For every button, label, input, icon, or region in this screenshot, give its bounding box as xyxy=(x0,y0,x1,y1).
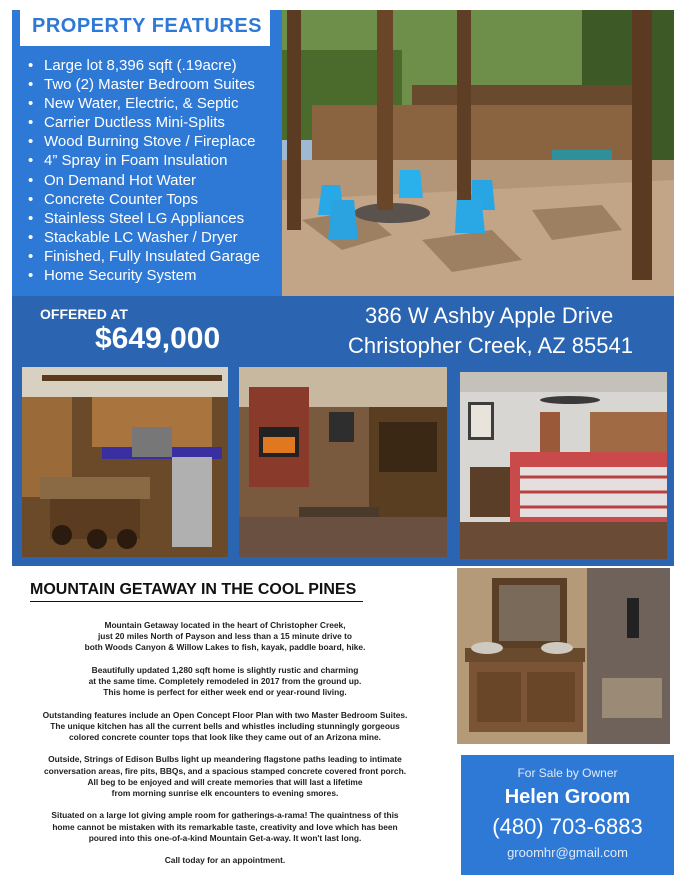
feature-text: Wood Burning Stove / Fireplace xyxy=(44,133,256,151)
owner-name: Helen Groom xyxy=(504,786,631,808)
feature-text: On Demand Hot Water xyxy=(44,171,196,189)
bullet-icon: • xyxy=(28,133,34,151)
kitchen-photo xyxy=(22,367,228,557)
address-city: Christopher Creek, AZ 85541 xyxy=(348,333,633,358)
owner-phone[interactable]: (480) 703-6883 xyxy=(492,814,643,839)
description-paragraph: Call today for an appointment. xyxy=(164,855,286,866)
patio-photo xyxy=(282,10,674,296)
feature-item xyxy=(28,228,260,247)
feature-item xyxy=(28,266,260,285)
bullet-icon: • xyxy=(28,57,34,74)
feature-text: Carrier Ductless Mini-Splits xyxy=(44,114,225,132)
listing-price: $649,000 xyxy=(95,322,221,355)
bullet-icon: • xyxy=(28,152,34,170)
description-paragraph: Situated on a large lot giving ample room for gatherings-a-rama! The quaintness of this home cannot be mistaken with its remarkable taste, creativity and love which has been poured into this one-of-a-kind Mountain Get-a-way. It won't last long. xyxy=(51,810,399,843)
feature-item xyxy=(28,247,260,266)
feature-text: New Water, Electric, & Septic xyxy=(44,95,239,113)
feature-item xyxy=(28,209,260,228)
bullet-icon: • xyxy=(28,171,34,189)
description-heading: MOUNTAIN GETAWAY IN THE COOL PINES xyxy=(30,581,357,598)
address-street: 386 W Ashby Apple Drive xyxy=(365,303,614,328)
feature-text: Concrete Counter Tops xyxy=(44,190,198,208)
bullet-icon: • xyxy=(28,95,34,113)
bullet-icon: • xyxy=(28,228,34,246)
heading-underline xyxy=(30,601,363,602)
feature-text: Finished, Fully Insulated Garage xyxy=(44,247,260,265)
offered-at-label: OFFERED AT xyxy=(40,306,128,322)
feature-item xyxy=(28,75,260,94)
bullet-icon: • xyxy=(28,247,34,265)
owner-email[interactable]: groomhr@gmail.com xyxy=(507,845,628,860)
feature-item xyxy=(28,94,260,113)
bullet-icon: • xyxy=(28,76,34,94)
feature-text: Stainless Steel LG Appliances xyxy=(44,209,245,227)
feature-item xyxy=(28,56,260,75)
description-paragraph: Outstanding features include an Open Concept Floor Plan with two Master Bedroom Suites. The unique kitchen has all the current bells and whistles including stunningly gorgeous colored concrete counter tops that look like they came out of an Arizona mine. xyxy=(42,709,408,742)
for-sale-by-owner-label: For Sale by Owner xyxy=(517,766,618,780)
feature-item xyxy=(28,151,260,170)
feature-item xyxy=(28,171,260,190)
feature-item xyxy=(28,113,260,132)
living-room-photo xyxy=(239,367,447,557)
bullet-icon: • xyxy=(28,267,34,285)
description-paragraph: Mountain Getaway located in the heart of Christopher Creek, just 20 miles North of Payson and less than a 15 minute drive to both Woods Canyon & Willow Lakes to fish, kayak, paddle board, hike. xyxy=(84,620,366,653)
bullet-icon: • xyxy=(28,209,34,227)
bedroom-photo xyxy=(460,372,667,559)
feature-item xyxy=(28,190,260,209)
description-paragraph: Beautifully updated 1,280 sqft home is slightly rustic and charming at the same time. Completely remodeled in 2017 from the ground up. This home is perfect for either week end or year-round living. xyxy=(88,664,362,698)
description-body xyxy=(20,620,430,878)
bullet-icon: • xyxy=(28,114,34,132)
features-list xyxy=(28,56,260,285)
feature-text: Large lot 8,396 sqft (.19acre) xyxy=(44,57,237,74)
feature-text: 4” Spray in Foam Insulation xyxy=(44,152,228,170)
feature-item xyxy=(28,132,260,151)
feature-text: Two (2) Master Bedroom Suites xyxy=(44,76,255,94)
feature-text: Home Security System xyxy=(44,267,197,285)
features-title: PROPERTY FEATURES xyxy=(32,15,263,37)
bathroom-photo xyxy=(457,568,670,744)
bullet-icon: • xyxy=(28,190,34,208)
feature-text: Stackable LC Washer / Dryer xyxy=(44,228,238,246)
description-paragraph: Outside, Strings of Edison Bulbs light up meandering flagstone paths leading to intimate conversation areas, fire pits, BBQs, and a spacious stamped concrete covered front porch. All beg to be enjoyed and will create memories that will last a lifetime from morning sunrise elk encounters to evening smores. xyxy=(43,754,407,798)
